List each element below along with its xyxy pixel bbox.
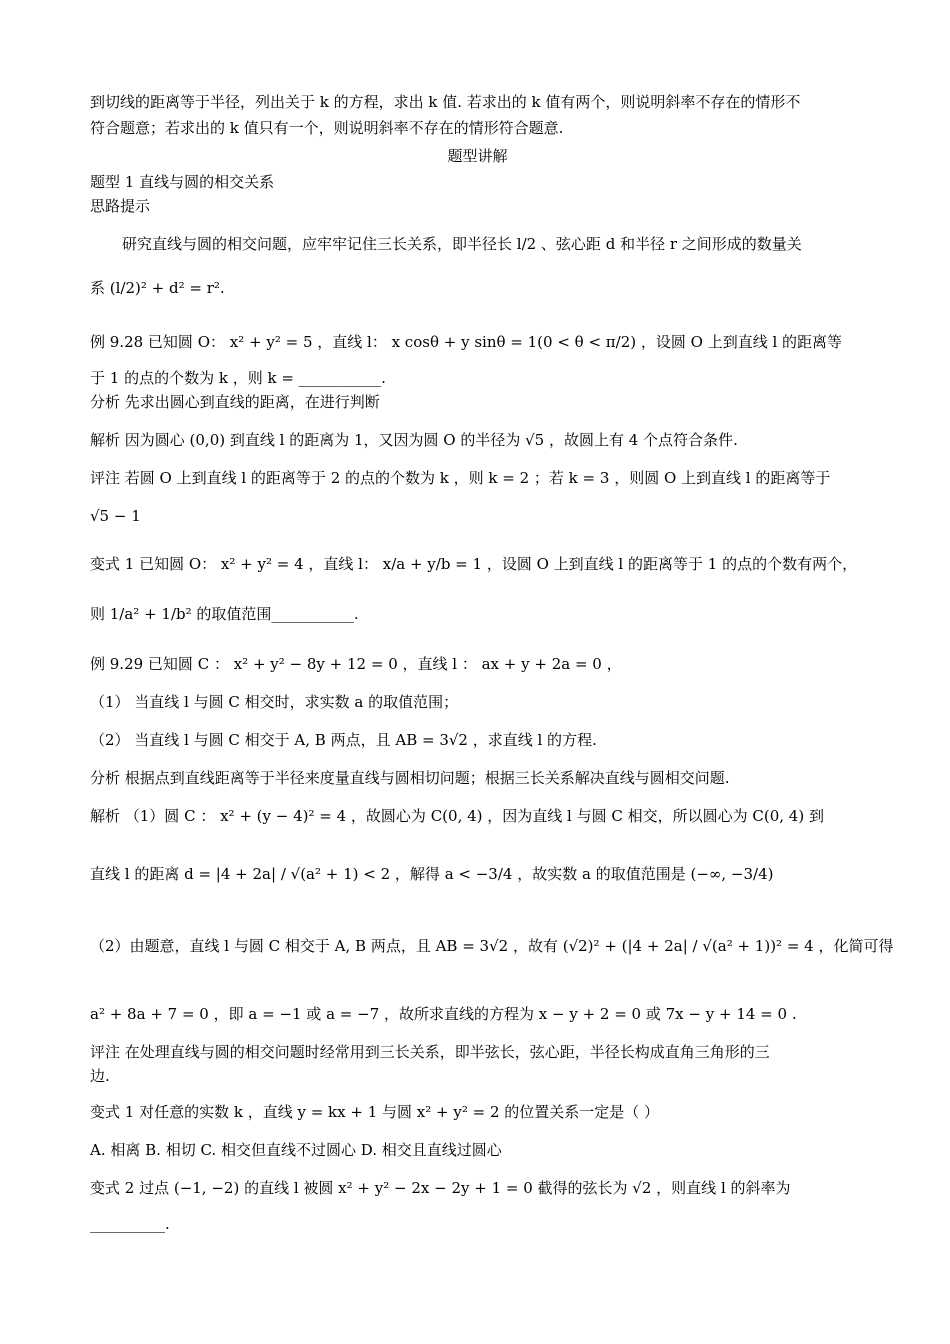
example-9-29-solution-1-line-2: 直线 l 的距离 d = |4 + 2a| / √(a² + 1) < 2 ，解得 a < −3/4 ，故实数 a 的取值范围是 (−∞, −3/4) xyxy=(90,865,774,883)
variant-9-29-1-question: 变式 1 对任意的实数 k ，直线 y = kx + 1 与圆 x² + y² = 2 的位置关系一定是（ ） xyxy=(90,1103,660,1121)
example-9-28-line-1: 例 9.28 已知圆 O： x² + y² = 5 ，直线 l： x cosθ + y sinθ = 1(0 < θ < π/2) ，设圆 O 上到直线 l 的距离等 xyxy=(90,333,843,351)
example-9-28-line-2: 于 1 的点的个数为 k ，则 k = ___________. xyxy=(90,369,386,387)
hint-title: 思路提示 xyxy=(90,197,151,215)
variant-1-line-1: 变式 1 已知圆 O： x² + y² = 4 ，直线 l： x/a + y/b = 1 ，设圆 O 上到直线 l 的距离等于 1 的点的个数有两个， xyxy=(90,555,858,573)
topic-title: 题型 1 直线与圆的相交关系 xyxy=(90,173,275,191)
example-9-29-comment-line-1: 评注 在处理直线与圆的相交问题时经常用到三长关系，即半弦长，弦心距，半径长构成直角三角形的三 xyxy=(90,1043,770,1061)
intro-line-1: 到切线的距离等于半径，列出关于 k 的方程，求出 k 值. 若求出的 k 值有两个，则说明斜率不存在的情形不 xyxy=(90,93,801,111)
hint-paragraph-line-1: 研究直线与圆的相交问题，应牢牢记住三长关系，即半径长 l/2 、弦心距 d 和半径 r 之间形成的数量关 xyxy=(122,235,802,253)
intro-line-2: 符合题意；若求出的 k 值只有一个，则说明斜率不存在的情形符合题意. xyxy=(90,119,564,137)
variant-1-line-2: 则 1/a² + 1/b² 的取值范围___________. xyxy=(90,605,359,623)
example-9-28-analysis: 分析 先求出圆心到直线的距离，在进行判断 xyxy=(90,393,380,411)
example-9-28-solution: 解析 因为圆心 (0,0) 到直线 l 的距离为 1，又因为圆 O 的半径为 √5 ，故圆上有 4 个点符合条件. xyxy=(90,431,738,449)
variant-9-29-1-options: A. 相离 B. 相切 C. 相交但直线不过圆心 D. 相交且直线过圆心 xyxy=(90,1141,502,1159)
variant-9-29-2-line-1: 变式 2 过点 (−1, −2) 的直线 l 被圆 x² + y² − 2x − 2y + 1 = 0 截得的弦长为 √2 ，则直线 l 的斜率为 xyxy=(90,1179,791,1197)
example-9-29-solution-2-line-1: （2）由题意，直线 l 与圆 C 相交于 A, B 两点，且 AB = 3√2 ，故有 (√2)² + (|4 + 2a| / √(a² + 1))² = 4 ，化简可得 xyxy=(90,937,894,955)
variant-9-29-2-line-2: __________. xyxy=(90,1215,170,1233)
example-9-29-comment-line-2: 边. xyxy=(90,1067,110,1085)
example-9-29-question-2: （2） 当直线 l 与圆 C 相交于 A, B 两点，且 AB = 3√2 ，求直线 l 的方程. xyxy=(90,731,597,749)
example-9-29-question-1: （1） 当直线 l 与圆 C 相交时，求实数 a 的取值范围； xyxy=(90,693,459,711)
example-9-29-line-1: 例 9.29 已知圆 C ： x² + y² − 8y + 12 = 0 ，直线 l ： ax + y + 2a = 0 ， xyxy=(90,655,622,673)
example-9-29-solution-1-line-1: 解析 （1）圆 C ： x² + (y − 4)² = 4 ，故圆心为 C(0, 4) ，因为直线 l 与圆 C 相交，所以圆心为 C(0, 4) 到 xyxy=(90,807,824,825)
example-9-28-comment-line-1: 评注 若圆 O 上到直线 l 的距离等于 2 的点的个数为 k ，则 k = 2 ；若 k = 3 ，则圆 O 上到直线 l 的距离等于 xyxy=(90,469,831,487)
example-9-29-solution-2-line-2: a² + 8a + 7 = 0 ，即 a = −1 或 a = −7 ，故所求直线的方程为 x − y + 2 = 0 或 7x − y + 14 = 0 . xyxy=(90,1005,797,1023)
section-title: 题型讲解 xyxy=(447,147,508,165)
example-9-29-analysis: 分析 根据点到直线距离等于半径来度量直线与圆相切问题；根据三长关系解决直线与圆相交问题. xyxy=(90,769,730,787)
example-9-28-comment-line-2: √5 − 1 xyxy=(90,507,141,525)
hint-paragraph-line-2: 系 (l/2)² + d² = r². xyxy=(90,279,225,297)
